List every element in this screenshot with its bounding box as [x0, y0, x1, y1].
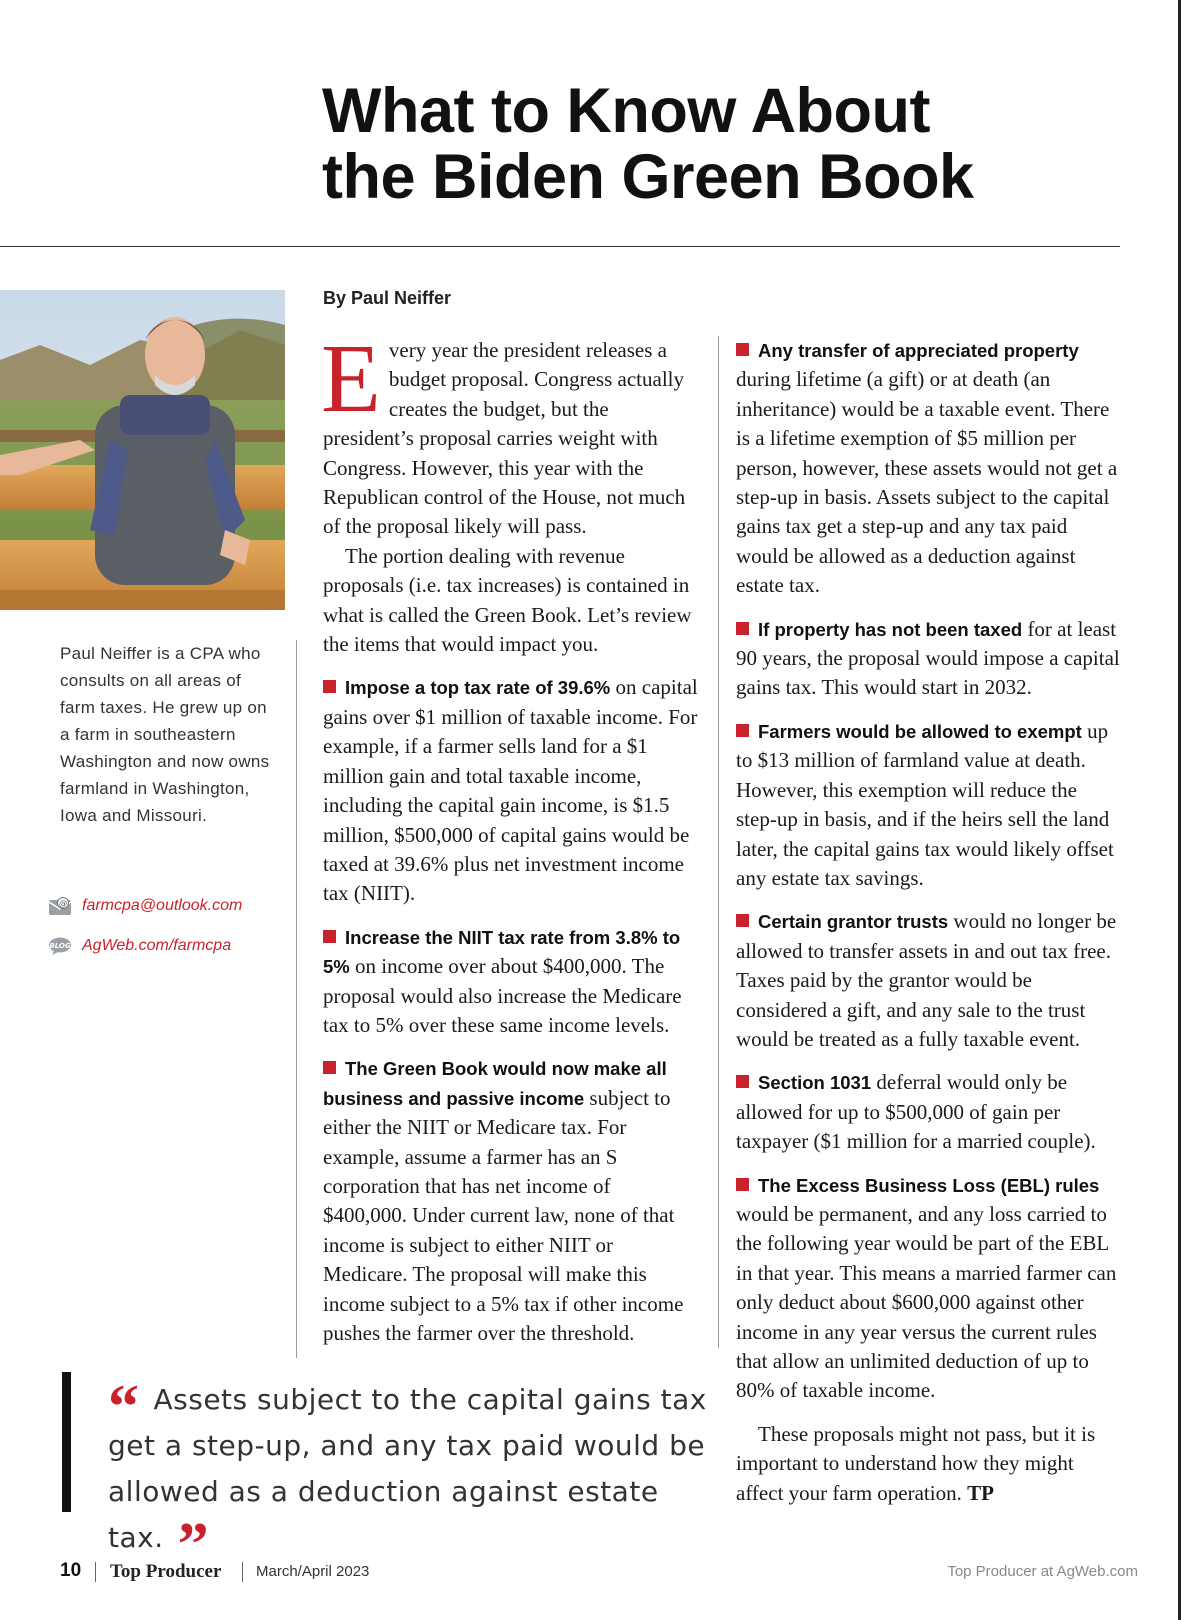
end-signature: TP [967, 1480, 994, 1505]
article-title [322, 78, 1082, 210]
footer-separator [95, 1562, 96, 1582]
item-text: up to $13 million of farmland value at death. However, this exemption will reduce the step-up in basis, and if the heirs sell the land later, the capital gains tax would likely offset any estate tax savings. [736, 718, 1114, 890]
issue-date: March/April 2023 [256, 1563, 370, 1580]
item-lead: If property has not been taxed [758, 618, 1023, 640]
closing-text: These proposals might not pass, but it is important to understand how they might affect your farm operation. [736, 1421, 1096, 1505]
list-item [736, 717, 1122, 893]
sidebar-divider [296, 640, 297, 1358]
bullet-square-icon [736, 1178, 749, 1191]
item-lead: Impose a top tax rate of 39.6% [345, 677, 611, 699]
blog-link[interactable]: AgWeb.com/farmcpa [82, 937, 232, 954]
bullet-square-icon [736, 914, 749, 927]
item-text: would no longer be allowed to transfer assets in and out tax free. Taxes paid by the grantor would be considered a gift, and any sale to the trust would be treated as a fully taxable event. [736, 909, 1117, 1051]
pullquote-text: Assets subject to the capital gains tax get a step-up, and any tax paid would be allowed as a deduction against estate tax. [108, 1383, 707, 1554]
open-quote-icon: “ [108, 1373, 140, 1441]
pullquote-bar [62, 1372, 71, 1512]
article-column-1 [321, 325, 698, 1348]
list-item [323, 1054, 698, 1348]
author-bio: Paul Neiffer is a CPA who consults on all areas of farm taxes. He grew up on a farm in southeastern Washington and now owns farmland in Washington, Iowa and Missouri. [60, 644, 270, 825]
list-item [736, 615, 1122, 703]
intro-paragraph-1-text: very year the president releases a budget proposal. Congress actually creates the budget, but the president’s proposal carries weight with Congress. However, this year with the Republican control of the House, not much of the proposal likely will pass. [323, 338, 686, 539]
list-item [323, 923, 698, 1041]
list-item [736, 1068, 1122, 1156]
author-blog[interactable] [48, 936, 231, 956]
item-lead: Increase the NIIT tax rate from 3.8% to 5% [323, 926, 681, 978]
email-link[interactable]: farmcpa@outlook.com [82, 897, 243, 914]
item-text: subject to either the NIIT or Medicare tax. For example, assume a farmer has an S corporation that has net income of $400,000. Under current law, none of that income is subject to either NIIT or Medicare. The proposal will make this income subject to a 5% tax if other income pushes the farmer over the threshold. [323, 1085, 684, 1345]
blog-icon-label: BLOG [49, 942, 71, 950]
page-footer [0, 1560, 1178, 1590]
author-email[interactable] [48, 896, 242, 916]
site-credit: Top Producer at AgWeb.com [947, 1563, 1138, 1580]
intro-paragraph-2: The portion dealing with revenue proposals (i.e. tax increases) is contained in what is called the Green Book. Let’s review the items that would impact you. [323, 543, 692, 657]
drop-cap: E [321, 325, 381, 433]
closing-paragraph [736, 1420, 1122, 1508]
item-text: for at least 90 years, the proposal would impose a capital gains tax. This would start in 2032. [736, 616, 1120, 700]
item-lead: Section 1031 [758, 1072, 872, 1094]
item-text: would be permanent, and any loss carried to the following year would be part of the EBL in that year. This means a married farmer can only deduct about $600,000 against other income in any year versus the current rules that allow an unlimited deduction of up to 80% of taxable income. [736, 1201, 1117, 1403]
bullet-square-icon [736, 343, 749, 356]
title-line-2: the Biden Green Book [322, 142, 974, 212]
item-text: on income over about $400,000. The proposal would also increase the Medicare tax to 5% over these same income levels. [323, 954, 682, 1037]
footer-separator [242, 1562, 243, 1582]
author-photo [0, 290, 285, 610]
item-lead: Certain grantor trusts [758, 911, 949, 933]
bullet-square-icon [323, 1061, 336, 1074]
title-divider [0, 246, 1120, 247]
item-lead: Any transfer of appreciated property [758, 340, 1079, 361]
item-lead: Farmers would be allowed to exempt [758, 720, 1082, 742]
page-number: 10 [60, 1560, 82, 1581]
bullet-square-icon [736, 622, 749, 635]
title-line-1: What to Know About [322, 76, 930, 146]
list-item [736, 336, 1122, 601]
close-quote-icon: ” [177, 1511, 210, 1579]
byline: By Paul Neiffer [323, 288, 452, 308]
list-item [736, 907, 1122, 1054]
page-edge-rule [1178, 0, 1181, 1620]
intro-paragraph-1 [321, 325, 698, 542]
bullet-square-icon [323, 930, 336, 943]
email-icon [48, 896, 72, 916]
list-item [323, 673, 698, 908]
item-text: deferral would only be allowed for up to $500,000 of gain per taxpayer ($1 million for a married couple). [736, 1070, 1096, 1154]
column-divider [718, 336, 719, 1348]
item-text: during lifetime (a gift) or at death (an inheritance) would be a taxable event. There is a lifetime exemption of $5 million per person, however, these assets would not get a step-up in basis. Assets subject to the capital gains tax get a step-up and any tax paid would be allowed as a deduction against estate tax. [736, 367, 1118, 598]
bullet-square-icon [323, 680, 336, 693]
item-lead: The Excess Business Loss (EBL) rules [758, 1174, 1100, 1196]
magazine-name: Top Producer [110, 1561, 222, 1582]
item-text: on capital gains over $1 million of taxable income. For example, if a farmer sells land for a $1 million gain and total taxable income, including the capital gain income, is $1.5 million, $500,000 of capital gains would be taxed at 39.6% plus net investment income tax (NIIT). [323, 675, 698, 906]
bullet-square-icon [736, 1075, 749, 1088]
blog-icon [48, 936, 72, 956]
article-column-2 [736, 336, 1122, 1508]
bullet-square-icon [736, 724, 749, 737]
list-item [736, 1171, 1122, 1406]
svg-text:@: @ [59, 899, 67, 908]
item-lead: The Green Book would now make all business and passive income [323, 1058, 667, 1109]
